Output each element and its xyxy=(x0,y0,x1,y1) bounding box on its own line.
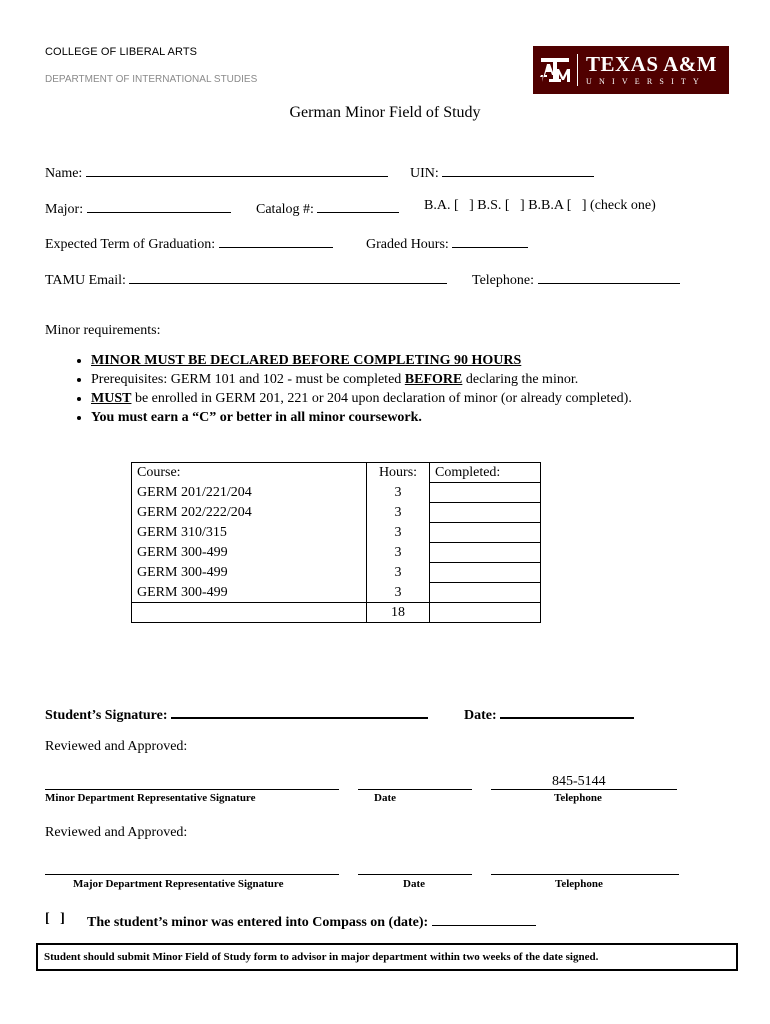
list-item: • MUST be enrolled in GERM 201, 221 or 204 upon declaration of minor (or already completed). xyxy=(91,389,632,408)
tamu-email-line xyxy=(129,269,447,284)
completed-header: Completed: xyxy=(430,463,541,483)
course-cell: GERM 310/315 xyxy=(132,523,367,543)
compass-label: The student’s minor was entered into Compass on (date): xyxy=(87,915,429,930)
compass-date-line xyxy=(432,911,536,926)
hours-cell: 3 xyxy=(367,543,430,563)
hours-cell: 3 xyxy=(367,563,430,583)
minor-date-line[interactable] xyxy=(358,789,472,790)
major-rep-label: Major Department Representative Signature xyxy=(73,878,284,890)
major-phone-line[interactable] xyxy=(491,874,679,875)
course-header: Course: xyxy=(132,463,367,483)
expected-term-label: Expected Term of Graduation: xyxy=(45,237,216,252)
minor-phone-line[interactable] xyxy=(491,789,677,790)
catalog-line xyxy=(317,198,399,213)
telephone-field[interactable] xyxy=(472,269,680,289)
requirements-list xyxy=(45,351,632,427)
completed-cell[interactable] xyxy=(430,483,541,503)
graded-hours-field[interactable] xyxy=(366,233,528,253)
course-cell: GERM 300-499 xyxy=(132,583,367,603)
minor-date-label: Date xyxy=(374,792,396,804)
course-cell: GERM 202/222/204 xyxy=(132,503,367,523)
major-rep-signature-line[interactable] xyxy=(45,874,339,875)
table-row xyxy=(132,563,541,583)
completed-cell[interactable] xyxy=(430,523,541,543)
course-table xyxy=(131,462,541,623)
atm-logo-icon xyxy=(533,46,577,94)
logo-divider xyxy=(577,54,578,86)
name-line xyxy=(86,162,388,177)
major-label: Major: xyxy=(45,202,84,217)
college-name: COLLEGE OF LIBERAL ARTS xyxy=(45,46,198,58)
expected-term-field[interactable] xyxy=(45,233,333,253)
hours-cell: 3 xyxy=(367,583,430,603)
list-item: • Prerequisites: GERM 101 and 102 - must be completed BEFORE declaring the minor. xyxy=(91,370,632,389)
logo-subtitle: UNIVERSITY xyxy=(586,77,706,86)
uin-field[interactable] xyxy=(410,162,594,182)
completed-cell[interactable] xyxy=(430,563,541,583)
table-row xyxy=(132,483,541,503)
major-field[interactable] xyxy=(45,198,231,218)
course-cell: GERM 300-499 xyxy=(132,543,367,563)
tamu-email-label: TAMU Email: xyxy=(45,273,126,288)
uin-label: UIN: xyxy=(410,166,439,181)
total-course-cell xyxy=(132,603,367,623)
tamu-email-field[interactable] xyxy=(45,269,447,289)
total-completed-cell xyxy=(430,603,541,623)
major-telephone-label: Telephone xyxy=(555,878,603,890)
catalog-field[interactable] xyxy=(256,198,399,218)
table-row xyxy=(132,583,541,603)
expected-term-line xyxy=(219,233,333,248)
compass-field[interactable] xyxy=(87,911,536,931)
list-item: • MINOR MUST BE DECLARED BEFORE COMPLETING 90 HOURS xyxy=(91,351,632,370)
total-hours-cell: 18 xyxy=(367,603,430,623)
major-date-label: Date xyxy=(403,878,425,890)
student-date-field[interactable] xyxy=(464,703,634,724)
course-cell: GERM 201/221/204 xyxy=(132,483,367,503)
major-date-line[interactable] xyxy=(358,874,472,875)
catalog-label: Catalog #: xyxy=(256,202,314,217)
compass-checkbox[interactable]: [ ] xyxy=(45,911,65,926)
minor-rep-label: Minor Department Representative Signature xyxy=(45,792,256,804)
hours-header: Hours: xyxy=(367,463,430,483)
student-signature-line xyxy=(171,703,428,719)
completed-cell[interactable] xyxy=(430,503,541,523)
name-label: Name: xyxy=(45,166,83,181)
student-signature-field[interactable] xyxy=(45,703,428,724)
tamu-logo xyxy=(533,46,729,94)
completed-cell[interactable] xyxy=(430,543,541,563)
logo-title: TEXAS A&M xyxy=(586,52,718,76)
submission-note: Student should submit Minor Field of Study form to advisor in major department within two weeks of the date signed. xyxy=(36,943,738,971)
student-signature-label: Student’s Signature: xyxy=(45,708,168,723)
reviewed-approved-2: Reviewed and Approved: xyxy=(45,825,188,840)
minor-rep-signature-line[interactable] xyxy=(45,789,339,790)
major-line xyxy=(87,198,231,213)
uin-line xyxy=(442,162,594,177)
table-row xyxy=(132,523,541,543)
table-total-row xyxy=(132,603,541,623)
minor-telephone-label: Telephone xyxy=(554,792,602,804)
completed-cell[interactable] xyxy=(430,583,541,603)
telephone-label: Telephone: xyxy=(472,273,534,288)
hours-cell: 3 xyxy=(367,523,430,543)
student-date-label: Date: xyxy=(464,708,497,723)
telephone-line xyxy=(538,269,680,284)
hours-cell: 3 xyxy=(367,503,430,523)
list-item: • You must earn a “C” or better in all minor coursework. xyxy=(91,408,632,427)
minor-phone-value: 845-5144 xyxy=(552,774,606,789)
degree-checkboxes[interactable]: B.A. [ ] B.S. [ ] B.B.A [ ] (check one) xyxy=(424,198,656,213)
table-row xyxy=(132,543,541,563)
graded-hours-line xyxy=(452,233,528,248)
student-date-line xyxy=(500,703,634,719)
graded-hours-label: Graded Hours: xyxy=(366,237,449,252)
table-header-row xyxy=(132,463,541,483)
reviewed-approved-1: Reviewed and Approved: xyxy=(45,739,188,754)
requirements-heading: Minor requirements: xyxy=(45,323,161,338)
hours-cell: 3 xyxy=(367,483,430,503)
table-row xyxy=(132,503,541,523)
page-title: German Minor Field of Study xyxy=(289,104,481,121)
department-name: DEPARTMENT OF INTERNATIONAL STUDIES xyxy=(45,74,258,85)
name-field[interactable] xyxy=(45,162,388,182)
course-cell: GERM 300-499 xyxy=(132,563,367,583)
